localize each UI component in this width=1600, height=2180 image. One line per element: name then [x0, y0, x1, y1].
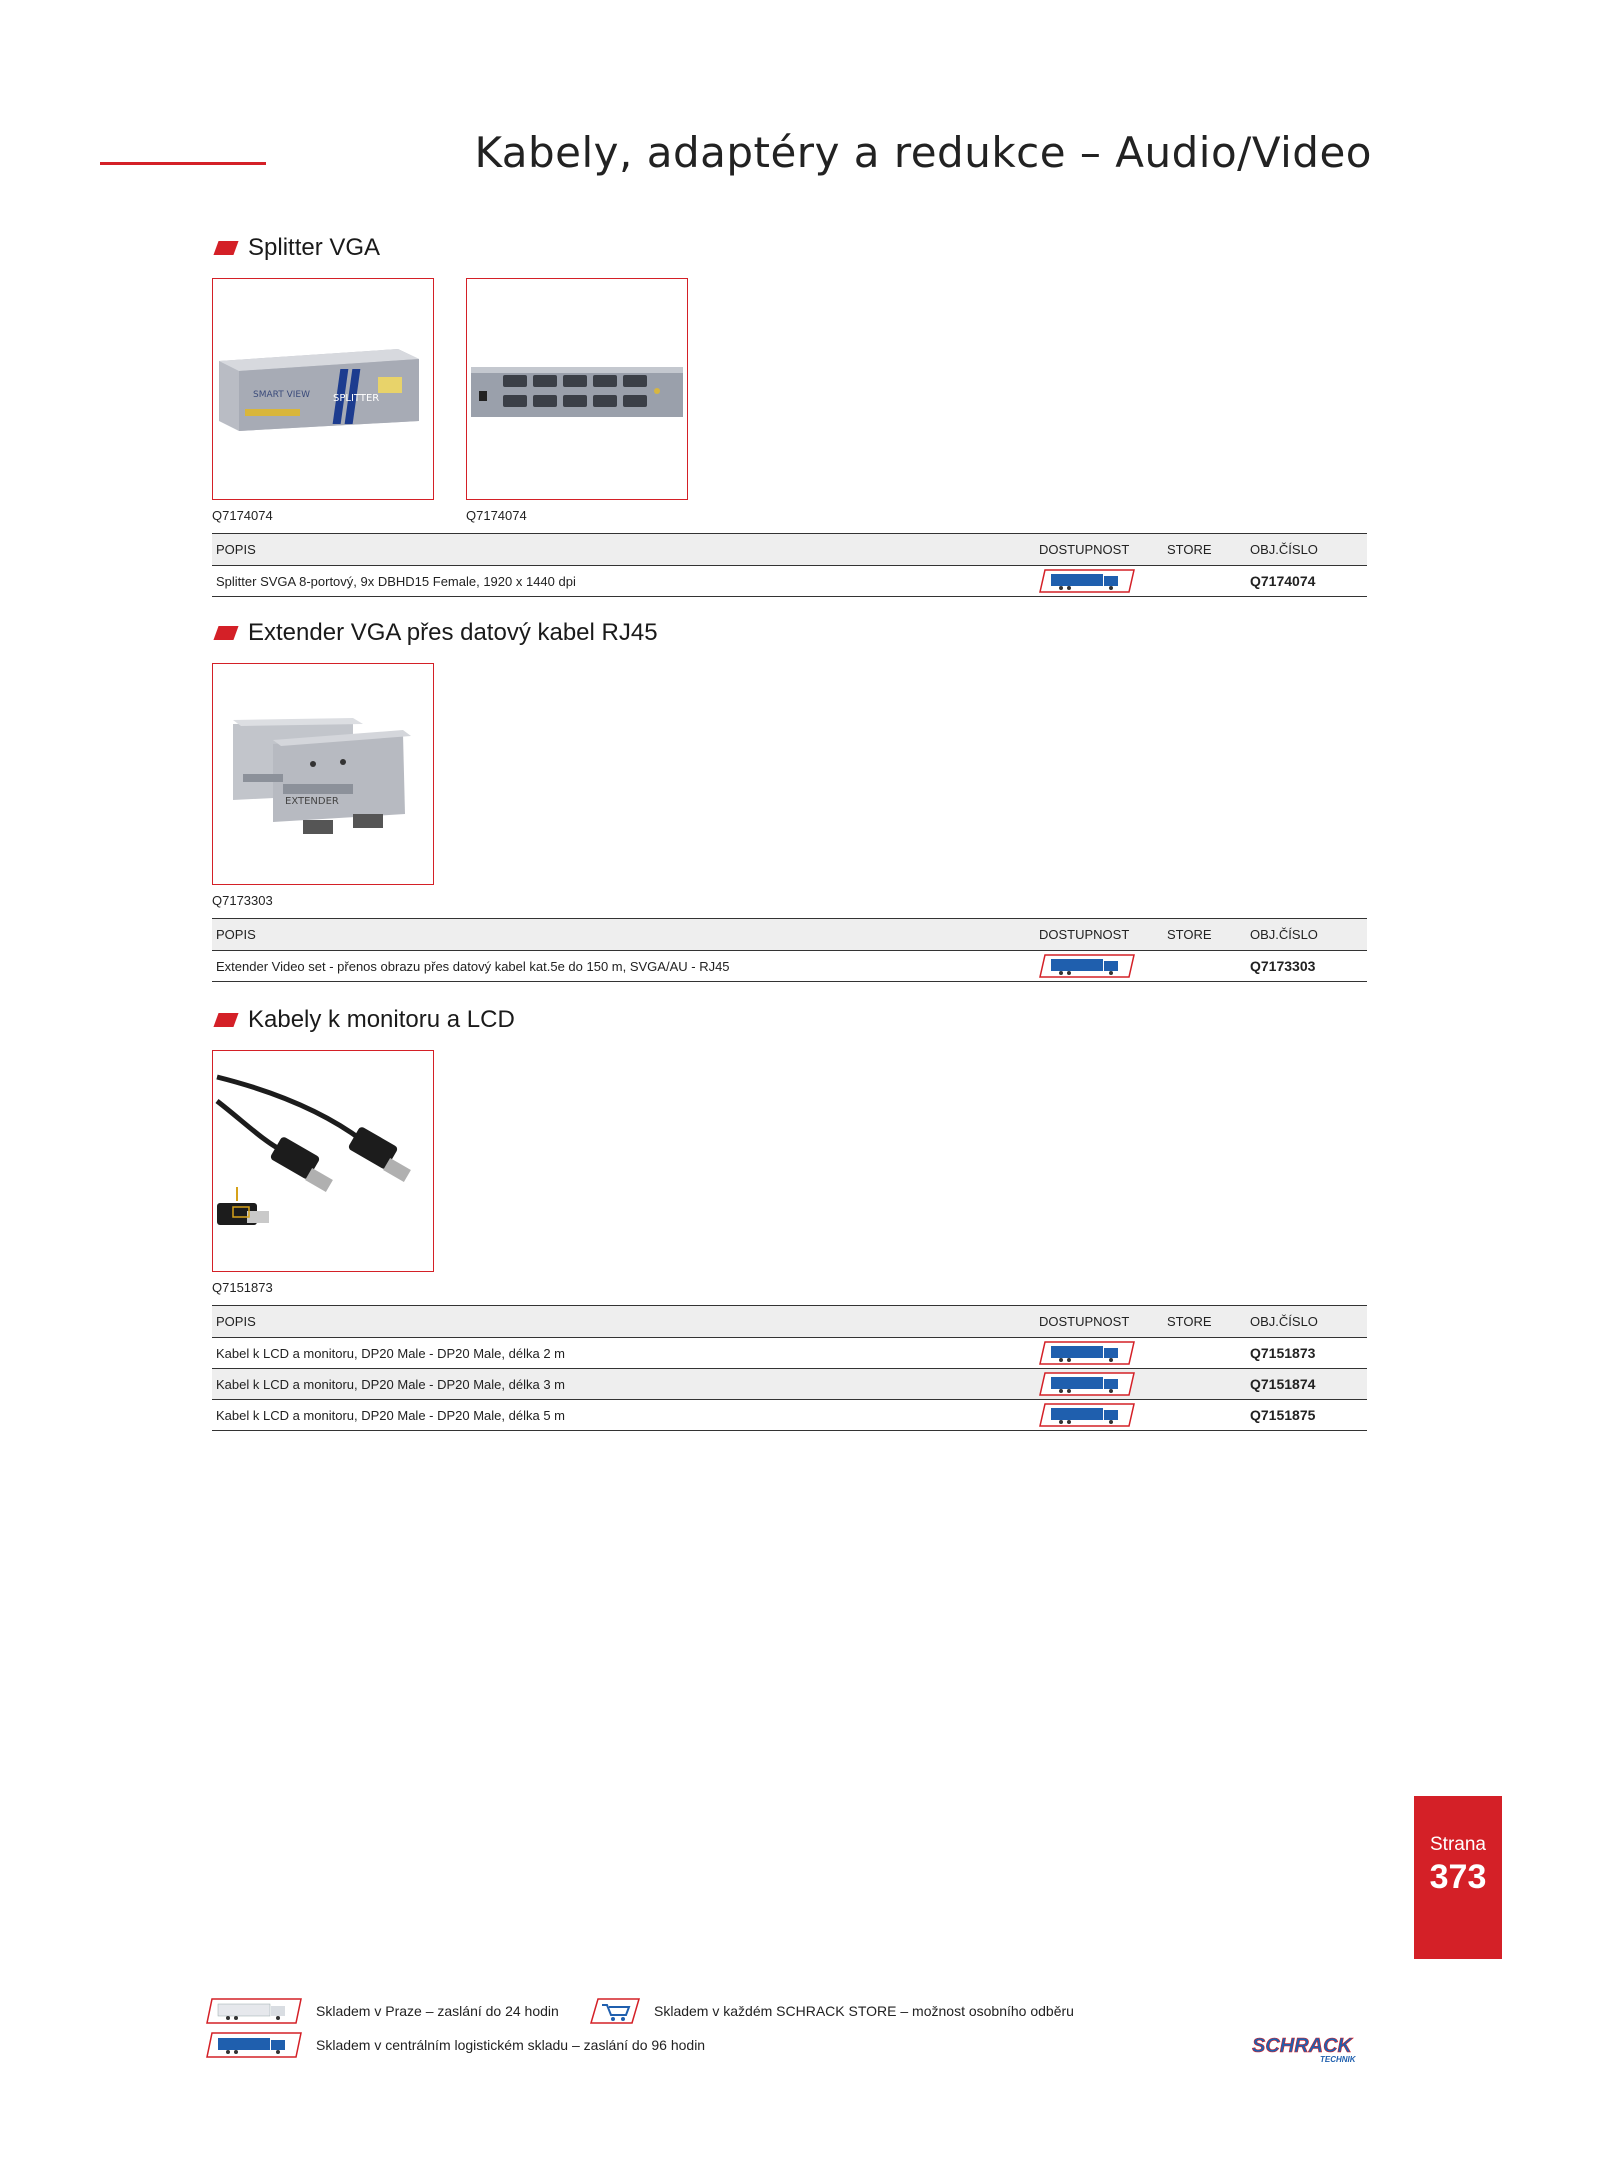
section-bullet-icon [213, 626, 238, 640]
section-title: Kabely k monitoru a LCD [248, 1006, 515, 1033]
col-obj: OBJ.ČÍSLO [1246, 919, 1367, 951]
table-row[interactable] [212, 1369, 1367, 1400]
col-popis: POPIS [212, 1306, 1035, 1338]
section-extender-vga [212, 615, 1367, 982]
order-code-link[interactable]: Q7151873 [1246, 1338, 1367, 1369]
row-availability [1035, 1338, 1163, 1369]
section-splitter-vga [212, 230, 1367, 597]
row-store [1163, 566, 1246, 597]
col-store: STORE [1163, 1306, 1246, 1338]
row-store [1163, 1338, 1246, 1369]
image-code: Q7174074 [466, 508, 527, 523]
section-bullet-icon [213, 1013, 238, 1027]
legend-central [206, 2032, 705, 2058]
image-code: Q7151873 [212, 1280, 273, 1295]
section-title: Splitter VGA [248, 234, 381, 261]
legend-text: Skladem v každém SCHRACK STORE – možnost osobního odběru [654, 2003, 1074, 2019]
col-dostupnost: DOSTUPNOST [1035, 534, 1163, 566]
row-store [1163, 1400, 1246, 1431]
extender-image [213, 664, 433, 884]
truck-central-icon [1039, 954, 1135, 978]
legend-praha [206, 1998, 559, 2024]
page-number-tab [1414, 1796, 1502, 1959]
col-popis: POPIS [212, 534, 1035, 566]
row-store [1163, 1369, 1246, 1400]
row-availability [1035, 951, 1163, 982]
cart-icon [590, 1998, 640, 2024]
row-store [1163, 951, 1246, 982]
order-code-link[interactable]: Q7151874 [1246, 1369, 1367, 1400]
image-code: Q7173303 [212, 893, 273, 908]
row-desc: Kabel k LCD a monitoru, DP20 Male - DP20 Male, délka 2 m [212, 1338, 1035, 1369]
truck-praha-icon [206, 1998, 302, 2024]
row-desc: Splitter SVGA 8-portový, 9x DBHD15 Female, 1920 x 1440 dpi [212, 566, 1035, 597]
page-title: Kabely, adaptéry a redukce – Audio/Video [474, 128, 1372, 177]
dp-cable-image [213, 1051, 433, 1271]
svg-text:SPLITTER: SPLITTER [333, 393, 380, 404]
truck-central-icon [1039, 1341, 1135, 1365]
truck-central-icon [1039, 1372, 1135, 1396]
section-kabely-monitor [212, 1002, 1367, 1431]
section-bullet-icon [213, 241, 238, 255]
svg-text:SMART VIEW: SMART VIEW [253, 390, 310, 400]
truck-central-icon [206, 2032, 302, 2058]
col-obj: OBJ.ČÍSLO [1246, 1306, 1367, 1338]
product-image[interactable] [212, 1050, 434, 1295]
table-row[interactable] [212, 1338, 1367, 1369]
product-image[interactable] [212, 663, 434, 908]
col-obj: OBJ.ČÍSLO [1246, 534, 1367, 566]
splitter-back-image [467, 279, 687, 499]
legend-store [590, 1998, 1074, 2024]
product-table [212, 1305, 1367, 1431]
splitter-front-image [213, 279, 433, 499]
row-availability [1035, 566, 1163, 597]
order-code-link[interactable]: Q7174074 [1246, 566, 1367, 597]
row-desc: Extender Video set - přenos obrazu přes datový kabel kat.5e do 150 m, SVGA/AU - RJ45 [212, 951, 1035, 982]
page-number: 373 [1429, 1858, 1487, 1896]
col-store: STORE [1163, 919, 1246, 951]
order-code-link[interactable]: Q7173303 [1246, 951, 1367, 982]
row-availability [1035, 1369, 1163, 1400]
product-image[interactable] [212, 278, 434, 523]
row-availability [1035, 1400, 1163, 1431]
product-table [212, 918, 1367, 982]
product-image[interactable] [466, 278, 688, 523]
header-rule [100, 162, 266, 165]
product-table [212, 533, 1367, 597]
image-code: Q7174074 [212, 508, 273, 523]
svg-text:EXTENDER: EXTENDER [285, 796, 339, 807]
schrack-logo [1250, 2032, 1375, 2064]
table-row[interactable] [212, 951, 1367, 982]
legend-text: Skladem v Praze – zaslání do 24 hodin [316, 2003, 559, 2019]
section-title: Extender VGA přes datový kabel RJ45 [248, 619, 658, 646]
truck-central-icon [1039, 1403, 1135, 1427]
svg-text:TECHNIK: TECHNIK [1320, 2055, 1356, 2064]
col-popis: POPIS [212, 919, 1035, 951]
legend-text: Skladem v centrálním logistickém skladu – zaslání do 96 hodin [316, 2037, 706, 2053]
page-label: Strana [1430, 1834, 1486, 1855]
row-desc: Kabel k LCD a monitoru, DP20 Male - DP20 Male, délka 5 m [212, 1400, 1035, 1431]
col-dostupnost: DOSTUPNOST [1035, 919, 1163, 951]
row-desc: Kabel k LCD a monitoru, DP20 Male - DP20 Male, délka 3 m [212, 1369, 1035, 1400]
table-row[interactable] [212, 566, 1367, 597]
col-store: STORE [1163, 534, 1246, 566]
table-row[interactable] [212, 1400, 1367, 1431]
order-code-link[interactable]: Q7151875 [1246, 1400, 1367, 1431]
truck-central-icon [1039, 569, 1135, 593]
col-dostupnost: DOSTUPNOST [1035, 1306, 1163, 1338]
svg-text:SCHRACK: SCHRACK [1252, 2035, 1352, 2057]
